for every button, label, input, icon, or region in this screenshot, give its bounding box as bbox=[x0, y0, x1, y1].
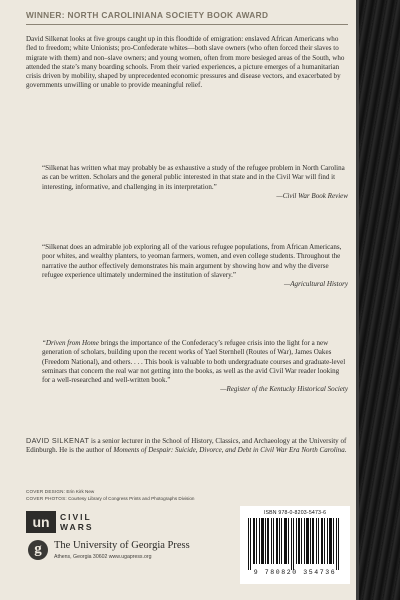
series-logo-line2: WARS bbox=[60, 522, 94, 532]
bio-text: is a senior lecturer in the School of History, Classics, and Archaeology at the University of Edinburgh. He is the author of bbox=[26, 437, 347, 455]
quote-text: “Silkenat has written what may probably be as exhaustive a study of the refugee problem in North Carolina as can be written. Scholars and the general public interested in that state and in the Civil War will find it interesting, informative, and challenging in its interpretation.” bbox=[42, 164, 345, 191]
design-label: COVER DESIGN: bbox=[26, 489, 66, 494]
quote-book-title: “Driven from Home bbox=[42, 339, 99, 347]
press-name: The University of Georgia Press bbox=[54, 540, 190, 551]
quote-text: brings the importance of the Confederacy’s refugee crisis into the light for a new generation of scholars, building upon the recent works of Yael Sternhell (Routes of War), James Oakes (Freedom National), and others. . . . This book is valuable to both undergraduate courses and graduate-level seminars that concern the real war not getting into the books, as well as the avid Civil War reader looking for a well-researched and well-written book.” bbox=[42, 339, 346, 385]
press-logo-icon: g bbox=[28, 540, 48, 560]
quote-source: —Civil War Book Review bbox=[276, 191, 348, 200]
review-quote bbox=[42, 164, 348, 201]
award-heading: WINNER: NORTH CAROLINIANA SOCIETY BOOK AWARD bbox=[26, 10, 269, 20]
review-quote bbox=[42, 243, 348, 289]
cover-credits bbox=[26, 488, 348, 502]
isbn-barcode bbox=[240, 506, 350, 584]
review-quote bbox=[42, 339, 348, 395]
photos-value: Courtesy Library of Congress Prints and Photographs Division bbox=[68, 496, 195, 501]
divider bbox=[26, 24, 348, 25]
press-address: Athens, Georgia 30602 www.ugapress.org bbox=[54, 554, 152, 560]
series-logo-line1: CIVIL bbox=[60, 512, 92, 522]
photos-credit bbox=[26, 495, 348, 502]
design-value: Erin Kirk New bbox=[66, 489, 95, 494]
book-spine bbox=[356, 0, 400, 600]
author-name: DAVID SILKENAT bbox=[26, 436, 90, 445]
quote-source: —Agricultural History bbox=[283, 280, 348, 289]
isbn-text: ISBN 978-0-8203-5473-6 bbox=[263, 510, 327, 516]
barcode-number: 9 780820 354736 bbox=[253, 569, 337, 576]
design-credit bbox=[26, 488, 348, 495]
photos-label: COVER PHOTOS: bbox=[26, 496, 67, 501]
uncivil-wars-logo bbox=[26, 511, 110, 533]
barcode-icon bbox=[246, 518, 344, 570]
series-logo-text bbox=[60, 512, 94, 532]
bio-book-title: Moments of Despair: Suicide, Divorce, and Debt in Civil War Era North Carolina bbox=[113, 446, 345, 455]
author-bio bbox=[26, 436, 348, 456]
quote-text: “Silkenat does an admirable job exploring all of the various refugee populations, from African Americans, poor whites, and wealthy planters, to yeoman farmers, women, and even college students. Throughout the narrative the author effectively demonstrates his main argument by showing how and why the diverse refugee experience ultimately undermined the institution of slavery.” bbox=[42, 243, 342, 279]
series-logo-un: un bbox=[26, 511, 56, 533]
bio-end: . bbox=[344, 446, 347, 455]
quote-source: —Register of the Kentucky Historical Society bbox=[220, 385, 348, 394]
book-description: David Silkenat looks at five groups caught up in this floodtide of emigration: enslaved African Americans who fled to freedom; white Unionists; pro-Confederate whites—both slave owners (who often forced their slaves to migrate with them) and non–slave owners; and young women, often from more besieged areas of the South, who attended the state’s many boarding schools. From their varied experiences, a picture emerges of a humanitarian crisis driven by mobility, shaped by unprecedented economic pressures and disease vectors, and exacerbated by governments unwilling or unable to provide meaningful relief. bbox=[26, 35, 345, 90]
